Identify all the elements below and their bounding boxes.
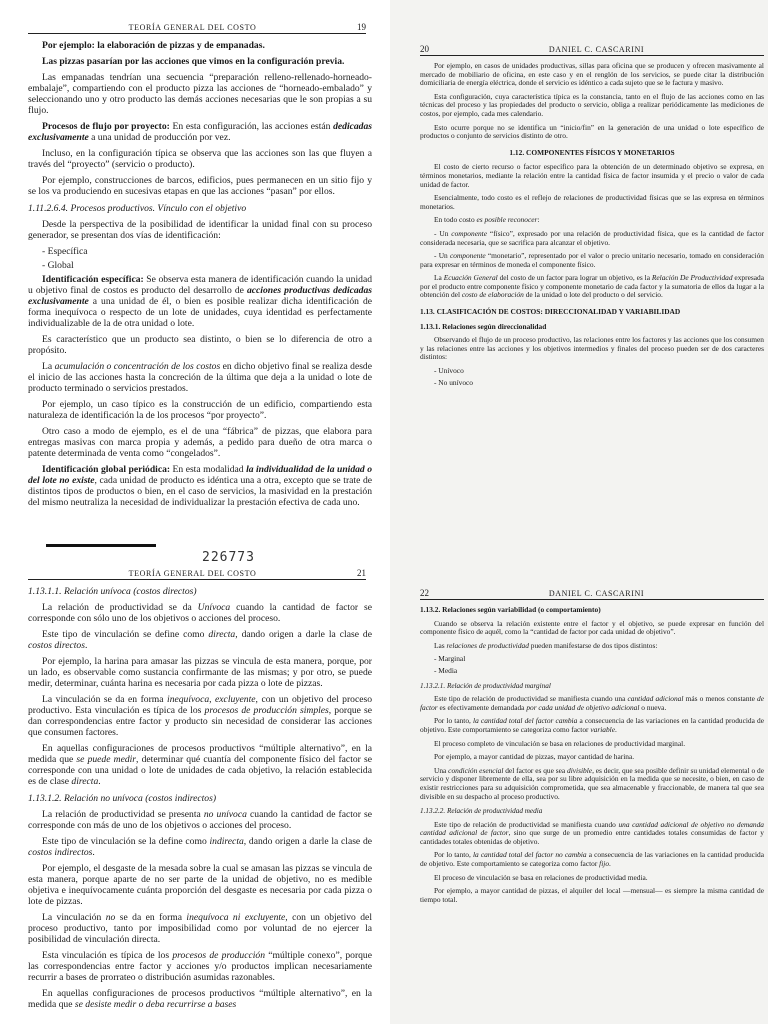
subsection-heading: 1.11.2.6.4. Procesos productivos. Vínculo con el objetivo (28, 203, 247, 214)
subsection-heading: 1.13.1.1. Relación unívoca (costos directos) (28, 586, 197, 597)
page-header (420, 44, 764, 56)
paragraph: Esta configuración, cuya característica típica es la constancia, tanto en el flujo de las acciones como en las técnicas del proceso y las propiedades del producto o servicio, obliga a realizar periódicamente las mediciones de costos, por ejemplo, cada mes calendario. (420, 91, 764, 118)
page-header (28, 22, 366, 34)
paragraph: Las relaciones de productividad pueden manifestarse de dos tipos distintos: (434, 640, 658, 650)
paragraph: Por ejemplo, construcciones de barcos, edificios, pues permanecen en un sitio fijo y se los va produciendo en sucesivas etapas en que las acciones “pasan” por ellos. (28, 175, 372, 197)
paragraph: Procesos de flujo por proyecto: En esta configuración, las acciones están dedicadas exclusivamente a una unidad de producción por vez. (28, 121, 372, 143)
paragraph: Identificación específica: Se observa esta manera de identificación cuando la unidad u objetivo final de costos es producto del desarrollo de acciones productivas dedicadas exclusivamente a una unidad de él, o bien es posible realizar dicha identificación de forma inequívoca o respecto de un lote de unidades, cuya identidad es perfectamente individualizable de la de otra unidad o lote. (28, 274, 373, 329)
paragraph: La vinculación se da en forma inequívoca, excluyente, con un objetivo del proceso productivo. Esta vinculación es típica de los procesos de producción simples, porque se dan correspondencias entre factor y producto sin necesidad de considerar las acciones que consumen factores. (28, 694, 373, 738)
paragraph: Una condición esencial del factor es que sea divisible, es decir, que sea posible definir su unidad elemental o de servicio y disponer libremente de ella, sea por su libre adquisición en la medida que se necesite, o bien, en caso de existir restricciones para su adquisición comprometida, que sea almacenable y fraccionable, de manera tal que sea divisible en su despacho al proceso productivo. (420, 765, 764, 801)
subsection-heading: 1.13.2.2. Relación de productividad media (420, 807, 543, 816)
page-number: 20 (420, 44, 429, 54)
paragraph: En aquellas configuraciones de procesos productivos “múltiple alternativo”, en la medida que se desiste medir o deba recurrirse a bases (28, 988, 372, 1010)
paragraph: La relación de productividad se da Unívoca cuando la cantidad de factor se corresponde con sólo uno de los objetivos o acciones del proceso. (28, 602, 372, 624)
paragraph: Este tipo de relación de productividad se manifiesta cuando una cantidad adicional más o menos constante de factor es efectivamente demandada por cada unidad de objetivo adicional o nueva. (420, 694, 764, 712)
paragraph: En aquellas configuraciones de procesos productivos “múltiple alternativo”, en la medida que se puede medir, determinar qué cuantía del componente físico del factor se corresponde con una unidad o lote de unidades de cada objetivo, la relación establecida es de clase directa. (28, 743, 372, 787)
page-number: 21 (357, 568, 366, 578)
page-22 (390, 544, 768, 1024)
paragraph: El proceso completo de vinculación se basa en relaciones de productividad marginal. (434, 738, 686, 748)
paragraph: Por ejemplo, el desgaste de la mesada sobre la cual se amasan las pizzas se vincula de esta manera, porque aparte de no ser parte de la unidad de objetivo, no es medible objetiva e inequívocamente cuánta proporción del desgaste es necesaria por cada pizza o lote de pizzas. (28, 863, 372, 907)
paragraph: La acumulación o concentración de los costos en dicho objetivo final se realiza desde el inicio de las acciones hasta la concreción de la última que deja a la unidad o lote de producto terminado o servicios prestados. (28, 361, 372, 394)
paragraph: Por ejemplo, en casos de unidades productivas, sillas para oficina que se producen y ofrecen masivamente al mercado de mobiliario de oficina, en este caso y en el renglón de los servicios, se puede citar la distribución domiciliaria de energía eléctrica, donde el servicio es idéntico a cada sujeto que se le factura y masivo. (420, 61, 764, 88)
section-heading: 1.13. CLASIFICACIÓN DE COSTOS: DIRECCIONALIDAD Y VARIABILIDAD (420, 307, 681, 317)
paragraph: Las pizzas pasarían por las acciones que vimos en la configuración previa. (42, 56, 345, 67)
paragraph: En todo costo es posible reconocer: (434, 215, 540, 225)
page-20 (390, 0, 768, 544)
paragraph: El proceso de vinculación se basa en relaciones de productividad media. (434, 872, 648, 882)
subsection-heading: 1.13.2.1. Relación de productividad marginal (420, 681, 551, 690)
library-stamp-number: 226773 (202, 550, 255, 565)
running-title: DANIEL C. CASCARINI (548, 589, 645, 598)
paragraph: Este tipo de relación de productividad se manifiesta cuando una cantidad adicional de objetivo no demanda cantidad adicional de factor, sino que surge de un promedio entre cantidades totales consumidas de factor y cantidades totales obtenidas de objetivo. (420, 819, 764, 846)
page-number: 22 (420, 588, 429, 598)
page-21 (0, 544, 384, 1024)
paragraph: Por ejemplo: la elaboración de pizzas y de empanadas. (42, 40, 265, 51)
paragraph: Observando el flujo de un proceso productivo, las relaciones entre los factores y las acciones que los consumen y las relaciones entre las acciones y los objetivos intermedios y finales del proceso pueden ser de dos caracteres distintos: (420, 335, 764, 362)
paragraph: La relación de productividad se presenta no unívoca cuando la cantidad de factor se corresponde con más de uno de los objetivos o acciones del proceso. (28, 809, 372, 831)
paragraph: Por lo tanto, la cantidad total del factor no cambia a consecuencia de las variaciones en la cantidad producida de objetivo. Este comportamiento se categoriza como factor fijo. (420, 850, 764, 869)
subsection-heading: 1.13.1.2. Relación no unívoca (costos indirectos) (28, 793, 217, 804)
list-item: - Marginal (434, 654, 466, 664)
paragraph: Esto ocurre porque no se identifica un “inicio/fin” en la generación de una unidad o lote específico de productos o conjunto de servicios distinto de otro. (420, 122, 764, 141)
paragraph: Esencialmente, todo costo es el reflejo de relaciones de productividad físicas que se las expresa en términos monetarios. (420, 193, 764, 211)
paragraph: Por ejemplo, la harina para amasar las pizzas se vincula de esta manera, porque, por un lado, es observable como sustancia confirmante de las mismas; y por otro, se puede medir, determinar, cuánta harina es necesaria por cada pizza o lote de pizzas. (28, 656, 372, 689)
paragraph: Este tipo de vinculación se define como directa, dando origen a darle la clase de costos directos. (28, 629, 372, 651)
page-19 (0, 0, 384, 544)
paragraph: Este tipo de vinculación se la define como indirecta, dando origen a darle la clase de costos indirectos. (28, 836, 373, 858)
subsection-heading: 1.13.1. Relaciones según direccionalidad (420, 321, 547, 331)
paragraph: Es característico que un producto sea distinto, o bien se lo diferencia de otro a propósito. (28, 334, 372, 356)
page-header (28, 568, 366, 580)
list-item: - Unívoco (434, 366, 464, 376)
running-title: TEORÍA GENERAL DEL COSTO (128, 23, 257, 32)
paragraph: Identificación global periódica: En esta modalidad la individualidad de la unidad o del lote no existe, cada unidad de producto es idéntica una a otra, excepto que se trate de distintos tipos de productos o bien, en el caso de servicios, la masividad en la prestación del mismo neutraliza la necesidad de individualizar la prestación efectiva de cada uno. (28, 464, 373, 508)
subsection-heading: 1.13.2. Relaciones según variabilidad (o comportamiento) (420, 605, 601, 614)
paragraph: Las empanadas tendrían una secuencia “preparación relleno-rellenado-horneado-embalaje”, compartiendo con el producto pizza las acciones de “horneado-embalado” y seleccionando uno y otro producto las demás acciones necesarias que le son propias a su flujo. (28, 72, 372, 116)
paragraph: Esta vinculación es típica de los procesos de producción “múltiple conexo”, porque las correspondencias entre factor y acciones y/o productos implican necesariamente recurrir a bases de prorrateo o distribución asumidas razonables. (28, 950, 372, 983)
list-item: - No unívoco (434, 377, 473, 387)
paragraph: Incluso, en la configuración típica se observa que las acciones son las que fluyen a través del “proyecto” (servicio o producto). (28, 148, 372, 170)
page-header (420, 588, 764, 600)
paragraph: Por ejemplo, a mayor cantidad de pizzas, el alquiler del local —mensual— es siempre la misma cantidad de tiempo total. (420, 886, 764, 904)
paragraph: La Ecuación General del costo de un factor para lograr un objetivo, es la Relación De Productividad expresada por el producto entre componente físico y componente monetario de cada factor y la sumatoria de ellos da lugar a la obtención del costo de elaboración de la unidad o lote del producto o del servicio. (420, 273, 764, 300)
paragraph: - Un componente “físico”, expresado por una relación de productividad física, que es la cantidad de factor considerada necesaria, que se sacrifica para alcanzar el objetivo. (420, 228, 764, 247)
paragraph: Desde la perspectiva de la posibilidad de identificar la unidad final con su proceso generador, se presentan dos vías de identificación: (28, 219, 372, 241)
section-heading: 1.12. COMPONENTES FÍSICOS Y MONETARIOS (509, 147, 675, 157)
paragraph: La vinculación no se da en forma inequívoca ni excluyente, con un objetivo del proceso productivo, tanto por imposibilidad como por voluntad de no ejercer la posibilidad de vinculación directa. (28, 912, 372, 945)
paragraph: Por lo tanto, la cantidad total del factor cambia a consecuencia de las variaciones en la cantidad producida de objetivo. Este comportamiento se categoriza como factor variable. (420, 716, 765, 734)
paragraph: Cuando se observa la relación existente entre el factor y el objetivo, se puede expresar en función del componente físico de aquél, como la “cantidad de factor por cada unidad de objetivo”. (420, 618, 764, 637)
scan-mark (46, 544, 156, 547)
list-item: - Media (434, 665, 458, 675)
paragraph: El costo de cierto recurso o factor específico para la obtención de un determinado objetivo se expresa, en términos monetarios, mediante la relación entre la cantidad física de factor insumida y el precio o valor de cada unidad de factor. (420, 162, 764, 189)
paragraph: Otro caso a modo de ejemplo, es el de una “fábrica” de pizzas, que elabora para entregas masivas con marca propia y además, a pedido para dueño de otra marca o patente determinada de venta como “congelados”. (28, 426, 372, 459)
running-title: DANIEL C. CASCARINI (548, 45, 645, 54)
list-item: - Específica (42, 246, 88, 257)
paragraph: Por ejemplo, un caso típico es la construcción de un edificio, compartiendo esta naturaleza de identificación la de los procesos “por proyecto”. (28, 399, 372, 421)
paragraph: - Un componente “monetario”, representado por el valor o precio unitario necesario, tomado en consideración para expresar en términos de moneda el componente físico. (420, 251, 764, 269)
paragraph: Por ejemplo, a mayor cantidad de pizzas, mayor cantidad de harina. (434, 752, 635, 762)
running-title: TEORÍA GENERAL DEL COSTO (128, 569, 257, 578)
page-number: 19 (357, 22, 366, 32)
list-item: - Global (42, 260, 74, 271)
